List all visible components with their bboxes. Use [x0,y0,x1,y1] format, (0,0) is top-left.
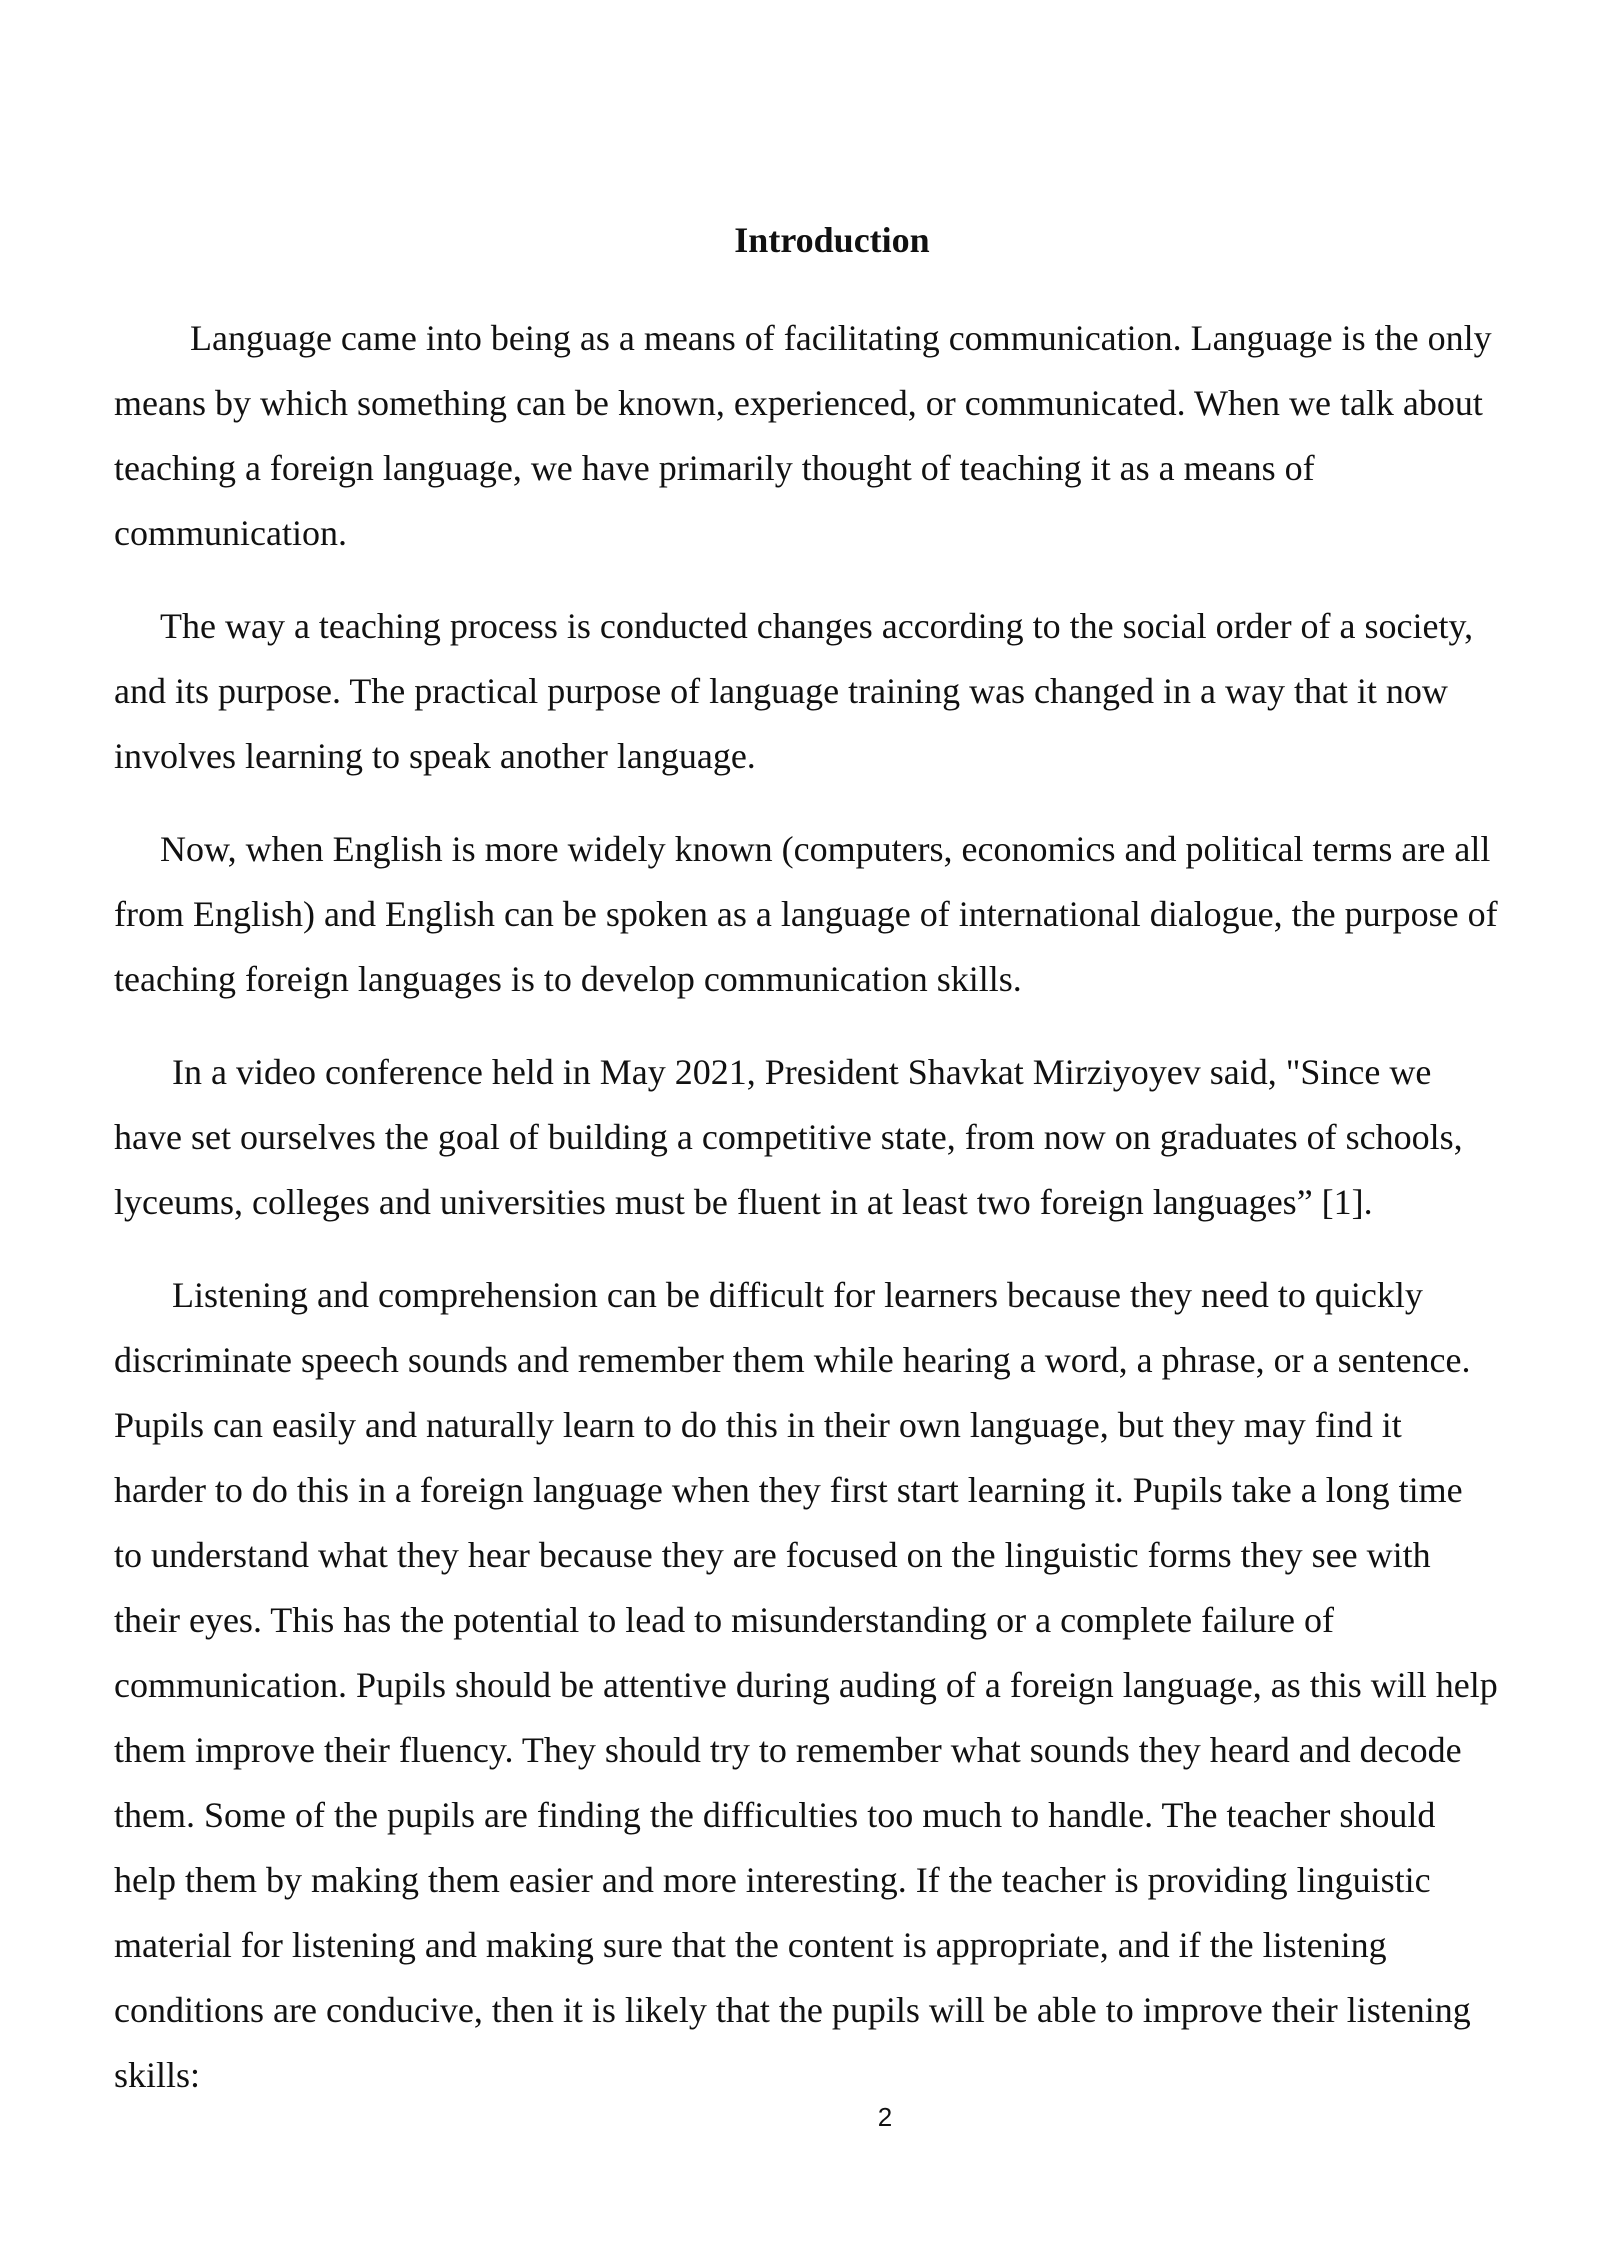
paragraph-3: Now, when English is more widely known (computers, economics and political terms are all from English) and English can be spoken as a language of international dialogue, the purpose of teaching foreign languages is to develop communication skills. [114,829,1498,999]
paragraph-5: Listening and comprehension can be difficult for learners because they need to quickly discriminate speech sounds and remember them while hearing a word, a phrase, or a sentence. Pupils can easily and naturally learn to do this in their own language, but they may find it harder to do this in a foreign language when they first start learning it. Pupils take a long time to understand what they hear because they are focused on the linguistic forms they see with their eyes. This has the potential to lead to misunderstanding or a complete failure of communication. Pupils should be attentive during auding of a foreign language, as this will help them improve their fluency. They should try to remember what sounds they heard and decode them. Some of the pupils are finding the difficulties too much to handle. The teacher should help them by making them easier and more interesting. If the teacher is providing linguistic material for listening and making sure that the content is appropriate, and if the listening conditions are conducive, then it is likely that the pupils will be able to improve their listening skills: [114,1275,1498,2095]
paragraph-1: Language came into being as a means of facilitating communication. Language is the only means by which something can be known, experienced, or communicated. When we talk about teaching a foreign language, we have primarily thought of teaching it as a means of communication. [114,318,1492,553]
paragraph-4: In a video conference held in May 2021, President Shavkat Mirziyoyev said, "Since we have set ourselves the goal of building a competitive state, from now on graduates of schools, lyceums, colleges and universities must be fluent in at least two foreign languages” [1]. [114,1052,1463,1222]
page-number: 2 [877,2102,893,2132]
body-text [114,306,1574,2136]
paragraph-2: The way a teaching process is conducted changes according to the social order of a society, and its purpose. The practical purpose of language training was changed in a way that it now involves learning to speak another language. [114,606,1474,776]
page-title: Introduction [734,220,930,260]
